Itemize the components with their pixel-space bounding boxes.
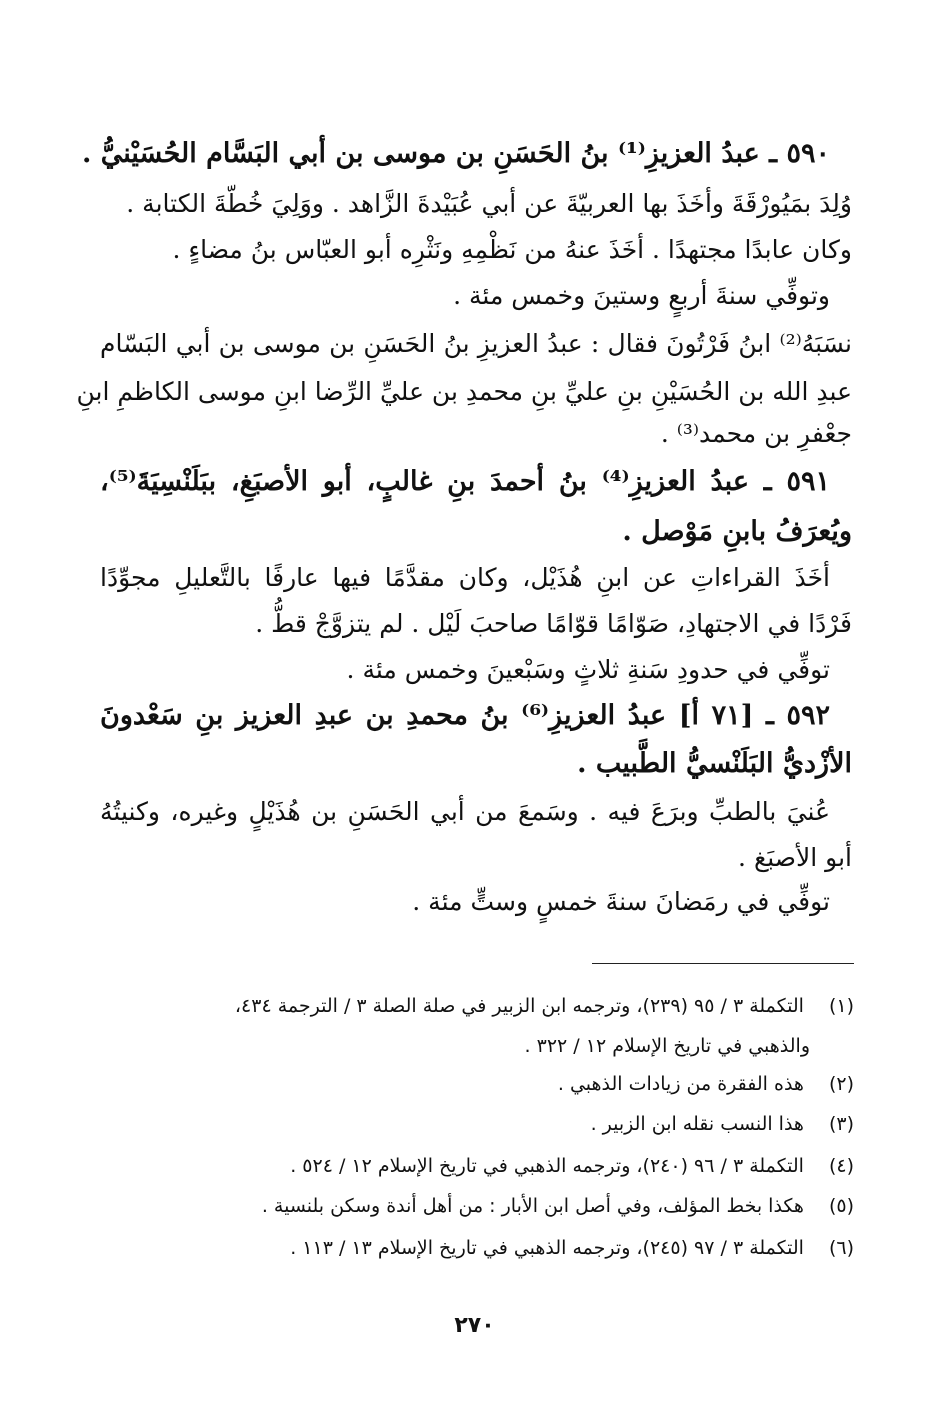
footnote-5 bbox=[95, 1190, 854, 1222]
body-line: وكان عابدًا مجتهدًا . أخَذَ عنهُ من نَظْمِهِ ونَثْرِه أبو العبّاس بنُ مضاءٍ . bbox=[172, 235, 852, 264]
body-line: وُلِدَ بمَيُورْقَةَ وأخَذَ بها العربيّةَ عن أبي عُبَيْدةَ الزَّاهد . ووَلِيَ خُطّةَ الكتابة . bbox=[126, 189, 852, 218]
footnote-number: (٢) bbox=[828, 1073, 854, 1095]
footnote-1-continuation: والذهبي في تاريخ الإسلام ١٢ / ٣٢٢ . bbox=[524, 1035, 810, 1057]
footnote-number: (٥) bbox=[828, 1195, 854, 1217]
entry-590-heading: ٥٩٠ ـ عبدُ العزيزِ⁽¹⁾ بنُ الحَسَنِ بن موسى بن أبي البَسَّام الحُسَيْنيُّ . bbox=[81, 138, 830, 169]
footnote-text: هذه الفقرة من زيادات الذهبي . bbox=[557, 1073, 804, 1095]
body-line: نسَبَهُ⁽²⁾ ابنُ فَرْتُونَ فقال : عبدُ العزيزِ بنُ الحَسَنِ بن موسى بن أبي البَسّام bbox=[100, 329, 852, 358]
footnote-text: التكملة ٣ / ٩٦ (٢٤٠)، وترجمه الذهبي في تاريخ الإسلام ١٢ / ٥٢٤ . bbox=[290, 1155, 804, 1177]
body-line: أبو الأصبَغ . bbox=[738, 843, 852, 872]
entry-591-heading: ٥٩١ ـ عبدُ العزيزِ⁽⁴⁾ بنُ أحمدَ بنِ غالبٍ، أبو الأصبَغِ، ببَلَنْسِيَةَ⁽⁵⁾، bbox=[100, 466, 830, 497]
footnote-number: (٦) bbox=[828, 1237, 854, 1259]
footnote-1 bbox=[95, 990, 854, 1022]
footnote-text: هكذا بخط المؤلف، وفي أصل ابن الأبار : من أهل أندة وسكن بلنسية . bbox=[261, 1195, 804, 1217]
page-number: ٢٧٠ bbox=[454, 1313, 495, 1338]
footnote-number: (٣) bbox=[828, 1113, 854, 1135]
footnote-divider bbox=[592, 963, 854, 964]
footnote-4 bbox=[95, 1150, 854, 1182]
body-line: توفِّي في حدودِ سَنةِ ثلاثٍ وسَبْعينَ وخمس مئة . bbox=[346, 655, 830, 684]
body-line: جعْفرِ بن محمد⁽³⁾ . bbox=[660, 419, 852, 448]
footnote-6 bbox=[95, 1232, 854, 1264]
footnote-number: (٤) bbox=[828, 1155, 854, 1177]
footnote-text: هذا النسب نقله ابن الزبير . bbox=[590, 1113, 804, 1135]
footnote-number: (١) bbox=[828, 995, 854, 1017]
body-line: توفِّي في رمَضانَ سنةَ خمسٍ وستٍّ مئة . bbox=[412, 887, 830, 916]
footnote-text: التكملة ٣ / ٩٧ (٢٤٥)، وترجمه الذهبي في تاريخ الإسلام ١٣ / ١١٣ . bbox=[290, 1237, 804, 1259]
footnote-2 bbox=[95, 1068, 854, 1100]
body-line: عبدِ الله بن الحُسَيْنِ بنِ عليِّ بنِ محمدِ بن عليِّ الرِّضا ابنِ موسى الكاظمِ ابنِ bbox=[76, 377, 852, 406]
body-line: فَرْدًا في الاجتهادِ، صَوّامًا قوّامًا صاحبَ لَيْل . لم يتزوَّجْ قطُّ . bbox=[255, 609, 852, 638]
main-text bbox=[76, 0, 852, 940]
body-line: وتوفِّي سنةَ أربعٍ وستينَ وخمس مئة . bbox=[453, 281, 830, 310]
entry-591-heading-cont: ويُعرَفُ بابنِ مَوْصل . bbox=[622, 516, 852, 547]
body-line: أخَذَ القراءاتِ عن ابنِ هُذَيْل، وكان مقدَّمًا فيها عارفًا بالتَّعليلِ مجوِّدًا bbox=[100, 563, 830, 592]
body-line: عُنيَ بالطبِّ وبرَعَ فيه . وسَمعَ من أبي الحَسَنِ بن هُذَيْلٍ وغيره، وكنيتُهُ bbox=[100, 797, 830, 826]
footnote-text: التكملة ٣ / ٩٥ (٢٣٩)، وترجمه ابن الزبير في صلة الصلة ٣ / الترجمة ٤٣٤، bbox=[234, 995, 804, 1017]
entry-592-heading-cont: الأزْديُّ البَلَنْسيُّ الطَّبيب . bbox=[577, 748, 852, 779]
footnote-3 bbox=[95, 1108, 854, 1140]
entry-592-heading: ٥٩٢ ـ [٧١ أ] عبدُ العزيزِ⁽⁶⁾ بنُ محمدِ بن عبدِ العزيز بنِ سَعْدونَ bbox=[100, 700, 830, 731]
